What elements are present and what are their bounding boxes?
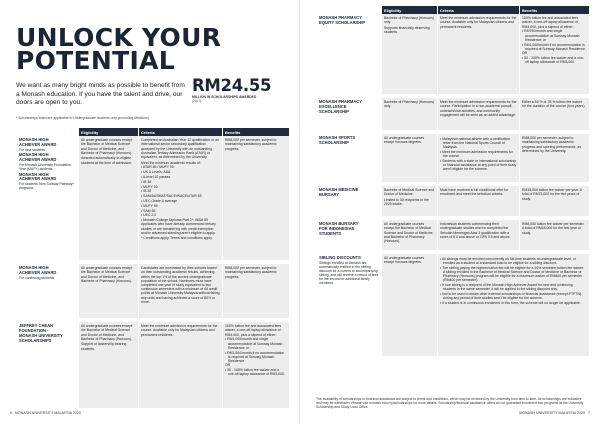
scholarship-table-left bbox=[16, 128, 289, 408]
headline-line-1: UNLOCK YOUR bbox=[16, 23, 222, 52]
header-eligibility: Eligibility bbox=[79, 128, 139, 136]
name-line: BURSARY bbox=[319, 191, 340, 197]
criteria-cell bbox=[438, 218, 520, 252]
name-line: JEFFREY CHEAH bbox=[19, 323, 54, 329]
headline-line-2: POTENTIAL bbox=[16, 46, 175, 75]
benefits-cell bbox=[520, 96, 589, 132]
criteria-item: • UEC 2.0 bbox=[141, 213, 157, 218]
eligibility-cell bbox=[382, 252, 438, 356]
name-line: ACHIEVER AWARD bbox=[19, 176, 57, 182]
intro-text: We want as many bright minds as possible to benefit from a Monash education. If you have the talent and drive, our doors are open to you. bbox=[16, 82, 185, 107]
scholarship-name bbox=[17, 136, 79, 262]
criteria-item: • All siblings must be enrolled concurrently as full-time students at undergraduate level, or enrolled as a student at a standard load to be eligible for a sibling discount. bbox=[440, 256, 576, 265]
criteria-item: • Students with a state or international scholarship or financial assistance at any point of their study aren't eligible for the scheme. bbox=[440, 158, 517, 172]
name-line: STUDENTS bbox=[319, 230, 342, 236]
cell-text: All undergraduate courses except the Bachelor of Medical Science and Doctor of Medicine, and Bachelor of Pharmacy (Honours). bbox=[81, 138, 133, 155]
criteria-item: • MUFY 90 bbox=[141, 184, 158, 189]
table-header-row bbox=[17, 128, 289, 136]
eligibility-cell bbox=[382, 96, 438, 132]
cell-text: RM15,000 tuition fee waiver per year. A total of RM75,000 for the five years of study. bbox=[522, 188, 582, 201]
name-line: MONASH HIGH bbox=[19, 137, 49, 143]
cell-text: Must have received a full conditional offer for enrolment and meet the selection criteria. bbox=[440, 188, 509, 197]
cell-text: Meet the minimum admission requirements for the course. Available only for Malaysian citizens and permanent residents. bbox=[141, 324, 218, 337]
name-line: SCHOLARSHIP bbox=[319, 108, 349, 114]
name-sub: For Monash University Foundation Year (MUFY) students bbox=[19, 162, 71, 172]
page-number-left: 6 MONASH UNIVERSITY MALAYSIA 2020 bbox=[10, 411, 81, 415]
benefits-item: • 50 - 100% tuition fee waiver and a one-off laptop allowance of RM3,000. bbox=[522, 55, 584, 64]
criteria-item: • UK A Levels: AAA bbox=[141, 170, 171, 175]
benefits-cell bbox=[520, 218, 589, 252]
scholarship-name bbox=[317, 218, 382, 252]
cell-text: All undergraduate courses except honours degrees. bbox=[384, 256, 425, 265]
name-line: MONASH MEDICINE bbox=[319, 187, 359, 193]
criteria-item: • IB 36 bbox=[141, 179, 152, 184]
benefits-cell bbox=[520, 14, 589, 96]
criteria-item: • If one sibling is a recipient of the Monash High Achiever Award for new and continuing students in the same semester, it will be applied to the sibling discount only. bbox=[440, 283, 573, 292]
scholarship-name bbox=[317, 14, 382, 96]
table-row bbox=[17, 262, 289, 320]
name-line: MONASH HIGH bbox=[19, 265, 49, 271]
criteria-cell bbox=[139, 320, 223, 408]
page-number-right: MONASH UNIVERSITY MALAYSIA 2020 7 bbox=[519, 411, 590, 415]
header-benefits: Benefits bbox=[520, 6, 589, 14]
scholarship-name bbox=[317, 252, 382, 356]
eligibility-cell bbox=[79, 320, 139, 408]
criteria-cell bbox=[438, 96, 520, 132]
cell-text: Meet the minimum admission requirements for the course. Available only for Malaysian citizens and permanent residents. bbox=[440, 16, 517, 29]
criteria-cell bbox=[438, 252, 589, 356]
table-row bbox=[317, 14, 589, 96]
criteria-cell bbox=[139, 262, 223, 320]
criteria-cell bbox=[438, 14, 520, 96]
cell-text: * Conditions apply. Terms and conditions apply. bbox=[141, 236, 213, 241]
table-header-row bbox=[317, 6, 589, 14]
header-criteria: Criteria bbox=[438, 6, 520, 14]
table-row bbox=[317, 96, 589, 132]
name-line: MONASH PHARMACY bbox=[319, 15, 362, 21]
cell-text: OR bbox=[522, 51, 528, 55]
table-row bbox=[317, 252, 589, 356]
benefits-item: • RM1,500/month if no accommodation is required at Sunway Monash Residence bbox=[225, 350, 285, 363]
header-blank bbox=[17, 128, 79, 136]
criteria-item: • The sibling paying the highest tuition fee will be eligible for a 10% semester tuition fee waiver. A sibling enrolled in the Bachelor of Medical Science and Doctor of Medicine or Bachelor of Pharmacy (Honours) program will be eligible for a maximum waiver of RM800 per semester (RM400 per semester). bbox=[440, 265, 584, 283]
scholarship-name bbox=[317, 132, 382, 184]
header-eligibility: Eligibility bbox=[382, 6, 438, 14]
name-sub: For students from Sunway Pathway* programs bbox=[19, 182, 74, 191]
page-headline bbox=[16, 23, 222, 75]
benefits-item: • 50 - 100% tuition fee waiver and a one-off laptop allowance of RM3,000. bbox=[225, 368, 285, 377]
scholarship-amount-caption: MILLION IN SCHOLARSHIPS AWARDED bbox=[192, 95, 257, 99]
cell-text: Completed an Australian Year 12 qualification or an international senior secondary qualification accepted by the University with an outstanding Australian Tertiary Admission Rank (ATAR) or equivalent, as determined by the University. bbox=[141, 138, 219, 159]
cell-text: Bachelor of Medical Science and Doctor of Medicine. bbox=[384, 188, 435, 197]
criteria-item: • SAM 85 bbox=[141, 208, 156, 213]
table-row bbox=[17, 320, 289, 408]
cell-text: RM8,000 tuition fee waiver per semester. A total of RM48,000 for the first year of study. bbox=[522, 222, 585, 235]
scholarship-name bbox=[17, 320, 79, 408]
cell-text: Applicants who have already commenced tertiary studies or are transferring with credit exemption and/or advanced standing aren't eligible to apply. bbox=[141, 222, 216, 235]
cell-text: Meet the minimum admission requirements for the course. Participation in a non-academic pursuit, outreach/club activities, and community engagement will be seen as an added advantage. bbox=[440, 100, 517, 117]
criteria-item: • MUFY 85 bbox=[141, 203, 158, 208]
cell-text: RM8,000 per semester, subject to maintaining satisfactory academic progress. bbox=[225, 266, 277, 279]
header-criteria: Criteria bbox=[139, 128, 223, 136]
criteria-item: • Malaysian national athlete with a certification letter from the National Sports Council of Malaysia. bbox=[440, 136, 511, 150]
criteria-cell bbox=[438, 132, 520, 184]
name-line: MONASH HIGH bbox=[19, 152, 49, 158]
criteria-item: • ATAR 85 / MUFY 90 bbox=[141, 165, 174, 170]
cell-text: Supports financially deserving students. bbox=[384, 25, 430, 35]
scholarship-name bbox=[317, 184, 382, 218]
cell-text: 100% tuition fee and associated fees waiver, a one-off laptop allowance of RM4,000, plus a stipend of either: bbox=[225, 324, 282, 337]
table-row bbox=[17, 136, 289, 262]
name-line: MONASH HIGH bbox=[19, 171, 49, 177]
name-line: EQUITY SCHOLARSHIP bbox=[319, 19, 366, 25]
cell-text: OR bbox=[225, 363, 231, 368]
cell-text: Bachelor of Pharmacy (Honours) only. bbox=[384, 16, 435, 25]
cell-text: Support of leadership-bearing students. bbox=[81, 342, 127, 351]
cell-text: All undergraduate courses except honours degrees. bbox=[384, 136, 425, 145]
criteria-cell bbox=[139, 136, 223, 262]
name-line: FOUNDATION - bbox=[19, 327, 49, 333]
cell-text: RM8,000 per semester, subject to maintaining satisfactory academic progress. bbox=[225, 138, 277, 151]
header-blank bbox=[317, 6, 382, 14]
benefits-cell bbox=[223, 320, 289, 408]
cell-text: Meet the minimum academic results of: bbox=[141, 160, 201, 165]
scholarship-amount-year: (2017) bbox=[192, 99, 202, 103]
eligibility-cell bbox=[382, 184, 438, 218]
right-footnote: The availability of scholarships or financial assistance are subject to terms and conditions, which may be reviewed by the University from time to time. All scholarships are indicative and may be withdrawn. Please visit monash.edu.my/scholarships for more details. Scholarship/financial assistance offers do not guarantee enrolment into programs at the University. Scholarship and Study Loan Office. bbox=[316, 397, 584, 410]
scholarship-name bbox=[17, 262, 79, 320]
cell-text: Either a 50 % or 25 % tuition fee waiver for the duration of the course (four years). bbox=[522, 100, 586, 109]
name-line: MONASH UNIVERSITY bbox=[19, 332, 63, 338]
name-sub: Siblings enrolled at Monash are automatically entitled to the sibling discount for a current or accompanying sibling, and will receive a refund of fees for the second or additional family members. bbox=[319, 260, 379, 286]
eligibility-cell bbox=[79, 136, 139, 262]
criteria-item: • A-level 10 passes bbox=[141, 174, 171, 179]
criteria-item: • Meet the minimum admission requirements for the course. bbox=[440, 149, 513, 159]
benefits-item: • RM1,000/month if no accommodation is required at Sunway Monash Residence. bbox=[522, 42, 586, 51]
table-row bbox=[317, 184, 589, 218]
cell-text: Awarded automatically to eligible students at the time of admission. bbox=[81, 156, 133, 165]
benefits-cell bbox=[223, 136, 289, 262]
name-line: ACHIEVER AWARD bbox=[19, 141, 57, 147]
eligibility-cell bbox=[79, 262, 139, 320]
name-line: EXCELLENCE bbox=[319, 103, 347, 109]
eligibility-cell bbox=[382, 132, 438, 184]
benefits-item: • RM1,000/month and single accommodation at Sunway Monash Residence; or bbox=[225, 337, 283, 350]
cell-text: 100% tuition fee and associated fees waiver, a one-off laptop allowance of RM4,000, plus a stipend of either: bbox=[522, 16, 579, 29]
name-line: MONASH PHARMACY bbox=[319, 99, 362, 105]
table-row bbox=[317, 218, 589, 252]
name-line: SCHOLARSHIPS bbox=[19, 337, 52, 343]
benefits-item: • RM750/month and single accommodation at Sunway Monash Residence; or bbox=[522, 29, 580, 42]
cell-text: Limited to 30 recipients in the 2020 intake. bbox=[384, 197, 429, 207]
cell-text: Bachelor of Pharmacy (Honours) only. bbox=[384, 100, 435, 109]
scholarship-amount: RM24.55 bbox=[192, 76, 272, 95]
eligibility-cell bbox=[382, 218, 438, 252]
cell-text: Candidates are nominated by their schools based on their outstanding academic results, achieving within the top 1% of the current undergraduate population of the school. Nominees must have completed one year of study equivalent to two continuous semesters with a minimum of 48 credit points at Monash University Malaysia without failing any units and having achieved a score of 80% or more. bbox=[141, 266, 220, 304]
left-footnote: * Scholarships listed are applicable to Undergraduate students only (excluding Medicine). bbox=[16, 116, 150, 120]
name-line: MONASH BURSARY bbox=[319, 221, 359, 227]
table-row bbox=[317, 132, 589, 184]
scholarship-name bbox=[317, 96, 382, 132]
criteria-item: • UEC Grade A average bbox=[141, 198, 178, 203]
name-line: FOR INDONESIAN bbox=[319, 225, 355, 231]
name-sub: For continuing students bbox=[19, 275, 55, 280]
benefits-cell bbox=[520, 132, 589, 184]
cell-text: All undergraduate courses except the Bachelor of Medical Science and Doctor of Medicine, and Bachelor of Pharmacy (Honours). bbox=[81, 324, 133, 341]
header-benefits: Benefits bbox=[223, 128, 289, 136]
name-line: MONASH SPORTS bbox=[319, 135, 356, 141]
name-line: SIBLING DISCOUNTS bbox=[319, 255, 361, 261]
benefits-cell bbox=[223, 262, 289, 320]
name-line: ACHIEVER AWARD bbox=[19, 269, 57, 275]
cell-text: RM8,000 per semester, subject to maintaining satisfactory academic progress and sporting performance, as determined by the University. bbox=[522, 136, 582, 153]
cell-text: All undergraduate courses except the Bachelor of Medical Science and Doctor of Medicine, and Bachelor of Pharmacy (Honours). bbox=[384, 222, 434, 243]
name-line: ACHIEVER AWARD bbox=[19, 157, 57, 163]
scholarship-table-right bbox=[316, 6, 589, 356]
criteria-cell bbox=[438, 184, 520, 218]
criteria-item: • IB 30 bbox=[141, 189, 152, 194]
criteria-item: • Monash College Diploma Part 2*: WAM 85 bbox=[141, 218, 209, 223]
criteria-item: • If a student is in continuous enrolment in this form, the scheme will no longer be applicable. bbox=[440, 301, 581, 306]
criteria-item: • Not to be used to obtain other external scholarships or financial assistance (except PTPTN) during any period of their studies won't be eligible for the scheme. bbox=[440, 292, 582, 301]
benefits-cell bbox=[520, 184, 589, 218]
name-sub: For new students bbox=[19, 147, 46, 152]
cell-text: Indonesian students commencing their undergraduate studies who've completed the Sekolah Menengah Atas 3 qualification with a score of 8.0 and above or GPA 3.5 and above. bbox=[440, 222, 511, 239]
criteria-item: • SAM/AUSMAT/SACE/WACE/ATAR 85 bbox=[141, 194, 202, 199]
name-line: SCHOLARSHIP bbox=[319, 139, 349, 145]
eligibility-cell bbox=[382, 14, 438, 96]
cell-text: All undergraduate courses except the Bachelor of Medical Science and Doctor of Medicine, and Bachelor of Pharmacy (Honours). bbox=[81, 266, 133, 283]
